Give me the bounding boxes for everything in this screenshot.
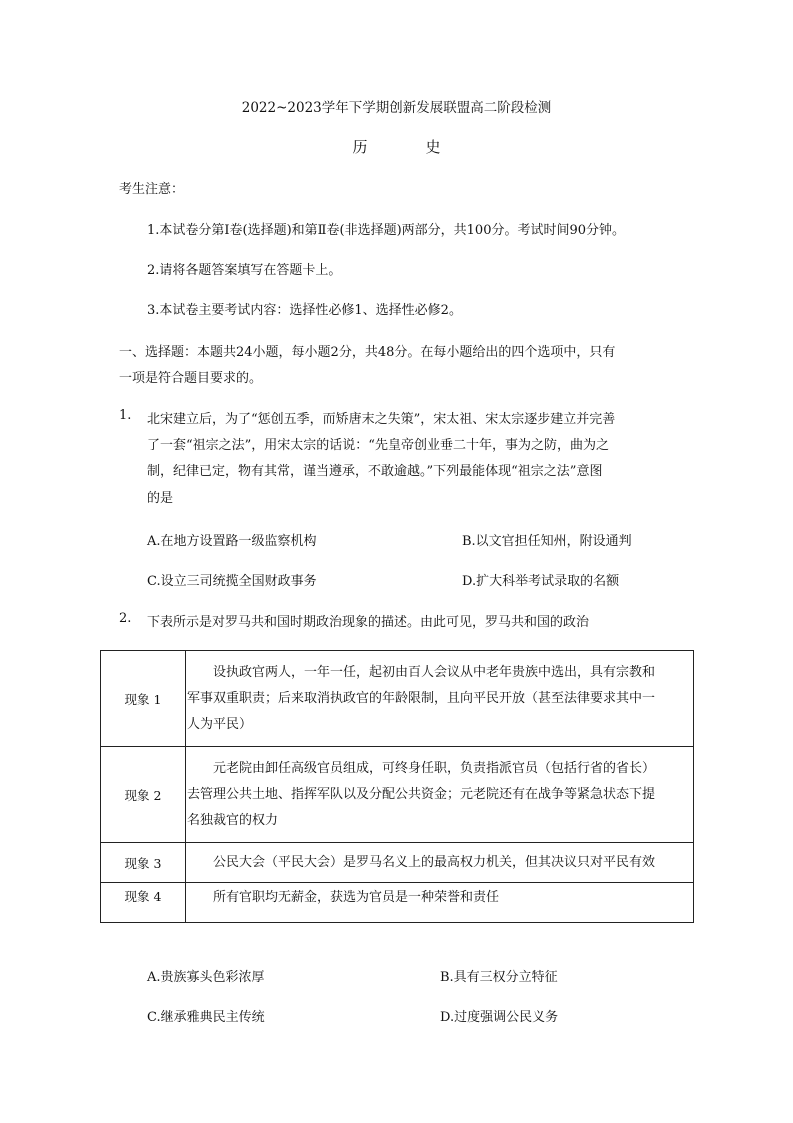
description-line: 去管理公共土地、指挥军队以及分配公共资金；元老院还有在战争等紧急状态下提 <box>187 786 656 802</box>
option-b: B.以文官担任知州，附设通判 <box>462 534 632 549</box>
row-key: 现象 4 <box>101 883 186 923</box>
notice-heading: 考生注意： <box>119 182 185 197</box>
subject-char-right: 史 <box>425 138 441 156</box>
subject-heading <box>0 136 793 157</box>
question-stem-line: 制，纪律已定，物有其常，谨当遵承，不敢逾越。”下列最能体现“祖宗之法”意图 <box>147 464 603 479</box>
notice-item: 2.请将各题答案填写在答题卡上。 <box>147 263 342 278</box>
option-a: A.贵族寡头色彩浓厚 <box>147 970 265 985</box>
table-row <box>101 843 694 883</box>
question-number: 1. <box>119 408 132 423</box>
option-c: C.继承雅典民主传统 <box>147 1010 265 1025</box>
row-description <box>186 651 694 747</box>
subject-char-left: 历 <box>352 138 368 156</box>
exam-title: 2022~2023学年下学期创新发展联盟高二阶段检测 <box>241 100 552 116</box>
option-d: D.扩大科举考试录取的名额 <box>462 574 620 589</box>
description-line: 人为平民） <box>187 716 253 732</box>
table-row <box>101 651 694 747</box>
table-row <box>101 883 694 923</box>
description-line: 公民大会（平民大会）是罗马名义上的最高权力机关，但其决议只对平民有效 <box>213 854 656 870</box>
question-stem-line: 的是 <box>147 491 174 506</box>
option-b: B.具有三权分立特征 <box>440 970 558 985</box>
row-key: 现象 1 <box>101 651 186 747</box>
row-key: 现象 2 <box>101 747 186 843</box>
question-stem-line: 下表所示是对罗马共和国时期政治现象的描述。由此可见，罗马共和国的政治 <box>147 615 590 630</box>
description-line: 元老院由卸任高级官员组成，可终身任职，负责指派官员（包括行省的省长） <box>213 760 656 776</box>
description-line: 设执政官两人，一年一任，起初由百人会议从中老年贵族中选出，具有宗教和 <box>213 664 656 680</box>
row-description <box>186 883 694 923</box>
table-row <box>101 747 694 843</box>
option-d: D.过度强调公民义务 <box>440 1010 559 1025</box>
description-line: 名独裁官的权力 <box>187 812 279 828</box>
row-description <box>186 747 694 843</box>
row-key: 现象 3 <box>101 843 186 883</box>
option-a: A.在地方设置路一级监察机构 <box>147 534 317 549</box>
question-number: 2. <box>119 611 132 626</box>
notice-item: 1.本试卷分第Ⅰ卷(选择题)和第Ⅱ卷(非选择题)两部分，共100分。考试时间90分钟。 <box>147 223 626 238</box>
description-line: 所有官职均无薪金，获选为官员是一种荣誉和责任 <box>213 890 500 905</box>
question-stem-line: 了一套“祖宗之法”，用宋太宗的话说：“先皇帝创业垂二十年，事为之防，曲为之 <box>147 438 609 453</box>
row-description <box>186 843 694 883</box>
description-line: 军事双重职责；后来取消执政官的年龄限制，且向平民开放（甚至法律要求其中一 <box>187 690 656 706</box>
section-instructions: 一项是符合题目要求的。 <box>119 371 263 386</box>
notice-item: 3.本试卷主要考试内容：选择性必修1、选择性必修2。 <box>147 303 462 318</box>
phenomena-table <box>100 650 694 923</box>
section-instructions: 一、选择题：本题共24小题，每小题2分，共48分。在每小题给出的四个选项中，只有 <box>119 345 616 360</box>
question-stem-line: 北宋建立后，为了“惩创五季，而矫唐末之失策”，宋太祖、宋太宗逐步建立并完善 <box>147 412 616 427</box>
option-c: C.设立三司统揽全国财政事务 <box>147 574 317 589</box>
